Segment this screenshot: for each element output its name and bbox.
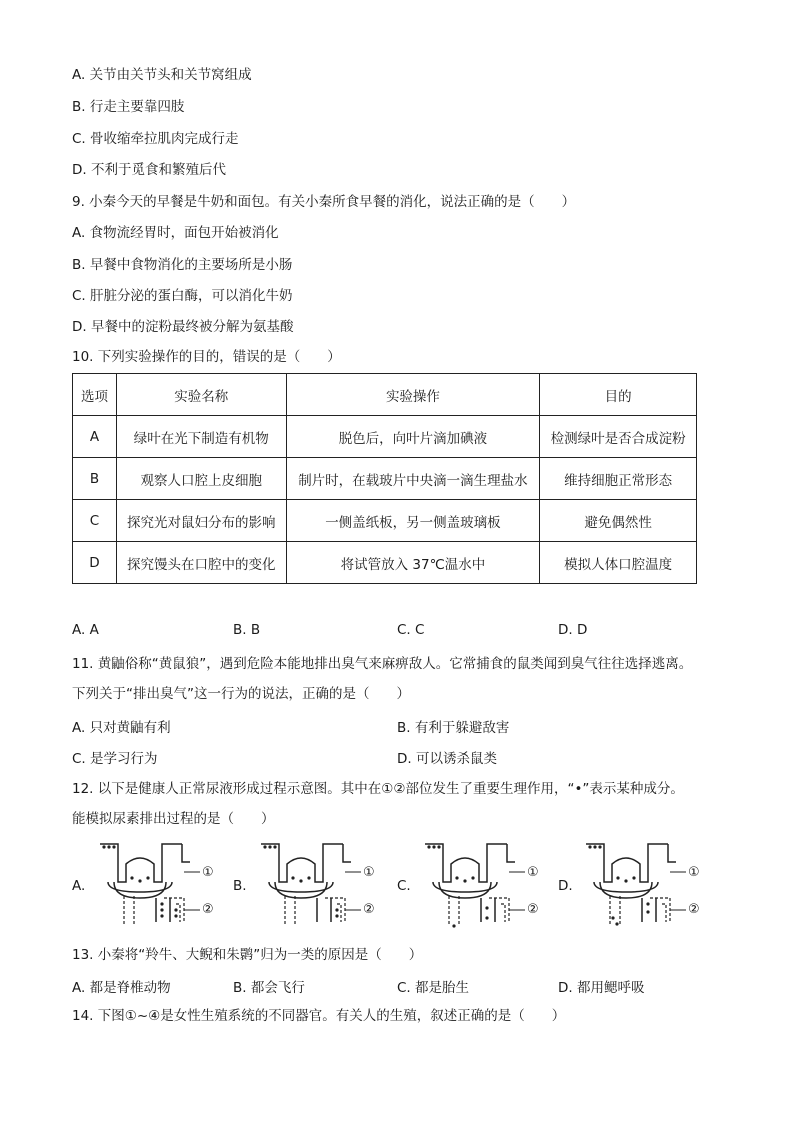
q14-stem: 14. 下图①~④是女性生殖系统的不同器官。有关人的生殖，叙述正确的是（ ） [72, 1008, 566, 1024]
table-header-cell: 实验名称 [116, 374, 286, 416]
table-header-cell: 目的 [540, 374, 697, 416]
experiment-table [72, 373, 697, 584]
table-cell: 避免偶然性 [540, 500, 697, 542]
marker-1: ① [363, 865, 375, 880]
table-row [73, 542, 697, 584]
q12-stem-line1: 12. 以下是健康人正常尿液形成过程示意图。其中在①②部位发生了重要生理作用，“•”表示某种成分。 [72, 781, 684, 797]
marker-1: ① [202, 865, 214, 880]
marker-1: ① [688, 865, 700, 880]
q11-option-d: D. 可以诱杀鼠类 [397, 751, 497, 767]
q9-option-a: A. 食物流经胃时，面包开始被消化 [72, 225, 279, 241]
marker-2: ② [363, 902, 375, 917]
q9-option-d: D. 早餐中的淀粉最终被分解为氨基酸 [72, 319, 294, 335]
table-cell: 观察人口腔上皮细胞 [116, 458, 286, 500]
marker-2: ② [527, 902, 539, 917]
diagram-label: B. [233, 878, 247, 894]
q8-option-d: D. 不利于觅食和繁殖后代 [72, 162, 226, 178]
q10-stem: 10. 下列实验操作的目的，错误的是（ ） [72, 349, 341, 365]
q11-stem-line1: 11. 黄鼬俗称“黄鼠狼”，遇到危险本能地排出臭气来麻痹敌人。它常捕食的鼠类闻到臭气往往选择逃离。 [72, 656, 693, 672]
q8-option-a: A. 关节由关节头和关节窝组成 [72, 67, 252, 83]
table-cell: A [73, 416, 117, 458]
table-header-cell: 实验操作 [286, 374, 540, 416]
q13-stem: 13. 小秦将“羚牛、大鲵和朱鹮”归为一类的原因是（ ） [72, 947, 423, 963]
q8-option-b: B. 行走主要靠四肢 [72, 99, 185, 115]
table-cell: 将试管放入 37℃温水中 [286, 542, 540, 584]
table-cell: 探究馒头在口腔中的变化 [116, 542, 286, 584]
diagram-label: A. [72, 878, 86, 894]
q10-option-a: A. A [72, 622, 99, 638]
table-cell: C [73, 500, 117, 542]
table-cell: 模拟人体口腔温度 [540, 542, 697, 584]
q13-option-b: B. 都会飞行 [233, 980, 305, 996]
q10-option-b: B. B [233, 622, 261, 638]
q11-option-c: C. 是学习行为 [72, 751, 158, 767]
diagram-label: D. [558, 878, 573, 894]
q13-option-a: A. 都是脊椎动物 [72, 980, 171, 996]
table-cell: B [73, 458, 117, 500]
diagram-label: C. [397, 878, 411, 894]
q13-option-c: C. 都是胎生 [397, 980, 470, 996]
q9-option-c: C. 肝脏分泌的蛋白酶，可以消化牛奶 [72, 288, 293, 304]
table-cell: 维持细胞正常形态 [540, 458, 697, 500]
q11-option-b: B. 有利于躲避敌害 [397, 720, 510, 736]
table-cell: 绿叶在光下制造有机物 [116, 416, 286, 458]
table-cell: 一侧盖纸板，另一侧盖玻璃板 [286, 500, 540, 542]
table-header-row [73, 374, 697, 416]
table-row [73, 416, 697, 458]
q8-option-c: C. 骨收缩牵拉肌肉完成行走 [72, 131, 239, 147]
q13-option-d: D. 都用鳃呼吸 [558, 980, 645, 996]
q12-stem-line2: 能模拟尿素排出过程的是（ ） [72, 811, 275, 827]
q9-option-b: B. 早餐中食物消化的主要场所是小肠 [72, 257, 293, 273]
marker-2: ② [202, 902, 214, 917]
table-cell: 检测绿叶是否合成淀粉 [540, 416, 697, 458]
q11-stem-line2: 下列关于“排出臭气”这一行为的说法，正确的是（ ） [72, 686, 410, 702]
q10-option-d: D. D [558, 622, 588, 638]
marker-1: ① [527, 865, 539, 880]
table-header-cell: 选项 [73, 374, 117, 416]
q10-option-c: C. C [397, 622, 425, 638]
q11-option-a: A. 只对黄鼬有利 [72, 720, 171, 736]
table-row [73, 500, 697, 542]
q9-stem: 9. 小秦今天的早餐是牛奶和面包。有关小秦所食早餐的消化，说法正确的是（ ） [72, 194, 576, 210]
table-cell: D [73, 542, 117, 584]
table-row [73, 458, 697, 500]
table-cell: 脱色后，向叶片滴加碘液 [286, 416, 540, 458]
table-cell: 探究光对鼠妇分布的影响 [116, 500, 286, 542]
table-cell: 制片时，在载玻片中央滴一滴生理盐水 [286, 458, 540, 500]
marker-2: ② [688, 902, 700, 917]
